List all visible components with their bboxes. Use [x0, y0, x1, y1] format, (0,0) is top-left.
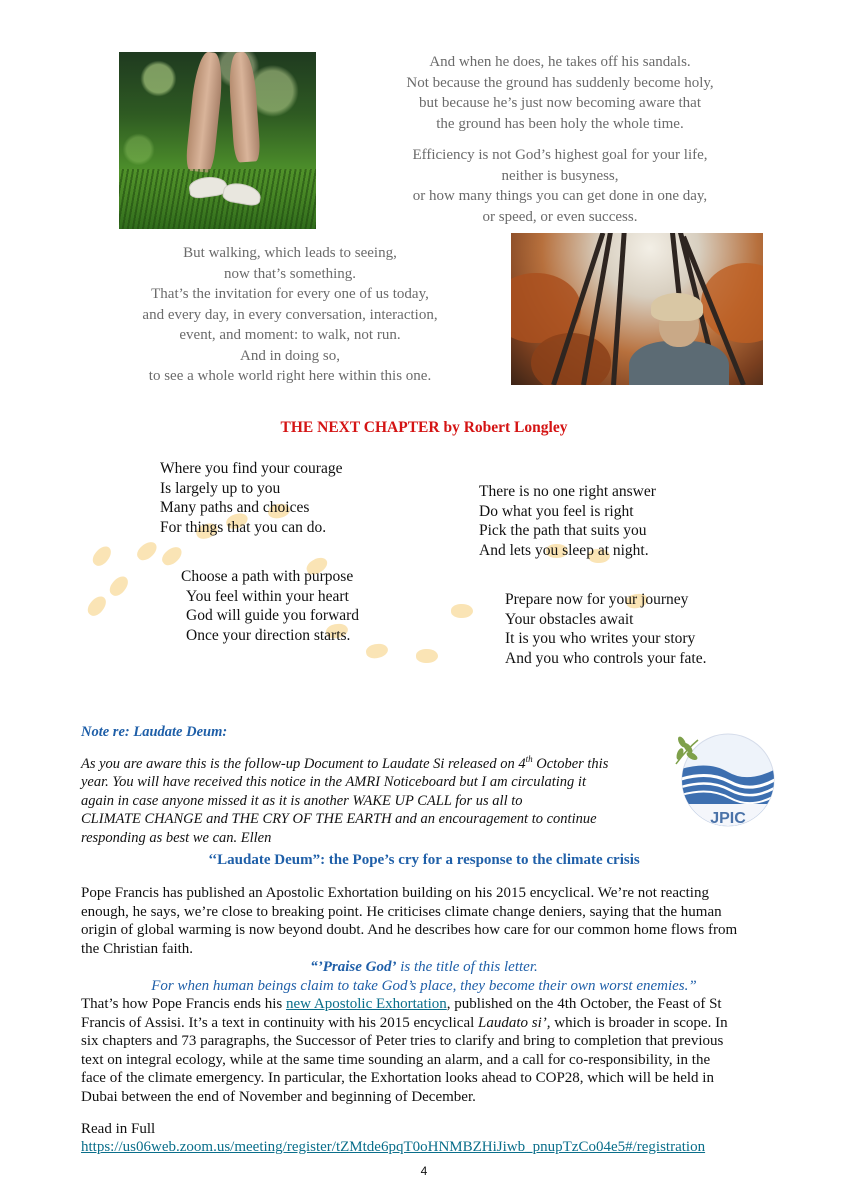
article-quote: “’Praise God’ is the title of this letter. For when human beings claim to take God’s place, they become their own worst enemies.”: [151, 959, 697, 994]
barefoot-grass-photo: [119, 52, 316, 229]
poem-title: THE NEXT CHAPTER by Robert Longley: [280, 419, 568, 436]
article-paragraph-1: Pope Francis has published an Apostolic Exhortation building on his 2015 encyclical. We’re not reacting enough, he says, we’re close to breaking point. He criticises climate change deniers, saying that the human origin of global warming is now beyond doubt. And he describes how care for our common home flows from the Christian faith.: [81, 885, 738, 957]
reflection-stanza-1: And when he does, he takes off his sandals. Not because the ground has suddenly become holy, but because he’s just now becoming aware that the ground has been holy the whole time.: [406, 54, 714, 132]
registration-url-link[interactable]: https://us06web.zoom.us/meeting/register/tZMtde6pqT0oHNMBZHiJiwb_pnupTzCo04e5#/registration: [81, 1139, 706, 1155]
page-number: 4: [420, 1164, 428, 1178]
svg-text:JPIC: JPIC: [710, 810, 746, 827]
poem-verse-2: There is no one right answer Do what you feel is right Pick the path that suits you And lets you sleep at night.: [479, 483, 656, 559]
poem-verse-4: Prepare now for your journey Your obstacles await It is you who writes your story And you who controls your fate.: [505, 591, 707, 667]
apostolic-exhortation-link[interactable]: new Apostolic Exhortation: [285, 996, 447, 1012]
reflection-stanza-2: Efficiency is not God’s highest goal for your life, neither is busyness, or how many things you can get done in one day, or speed, or even success.: [412, 147, 708, 225]
article-title: ‘‘Laudate Deum”: the Pope’s cry for a response to the climate crisis: [208, 852, 640, 868]
article-paragraph-2: That’s how Pope Francis ends his new Apostolic Exhortation, published on the 4th October, the Feast of St Francis of Assisi. It’s a text in continuity with his 2015 encyclical Laudato si’, which is broader in scope. In six chapters and 73 paragraphs, the Successor of Peter tries to clarify and bring to completion that previous text on integral ecology, while at the same time sounding an alarm, and a call for co-responsibility, in the face of the climate emergency. In particular, the Exhortation looks ahead to COP28, which will be held in Dubai between the end of November and beginning of December.: [81, 996, 728, 1105]
poem-verse-3: Choose a path with purpose You feel within your heart God will guide you forward Once your direction starts.: [181, 568, 360, 644]
poem-verse-1: Where you find your courage Is largely up to you Many paths and choices For things that you can do.: [160, 460, 343, 536]
read-more-label: Read in Full: [81, 1121, 156, 1137]
note-body: As you are aware this is the follow-up Document to Laudate Si released on 4th October this year. You will have received this notice in the AMRI Noticeboard but I am circulating it again in case anyone missed it as it is another WAKE UP CALL for us all to CLIMATE CHANGE and THE CRY OF THE EARTH and an encouragement to continue responding as best we can. Ellen: [81, 754, 609, 846]
jpic-logo: [668, 722, 778, 832]
note-heading: Note re: Laudate Deum:: [81, 724, 228, 740]
reflection-stanza-3: But walking, which leads to seeing, now that’s something. That’s the invitation for every one of us today, and every day, in every conversation, interaction, event, and moment: to walk, not run. And in doing so, to see a whole world right here within this one.: [142, 245, 438, 384]
forest-looking-up-photo: [511, 233, 763, 385]
